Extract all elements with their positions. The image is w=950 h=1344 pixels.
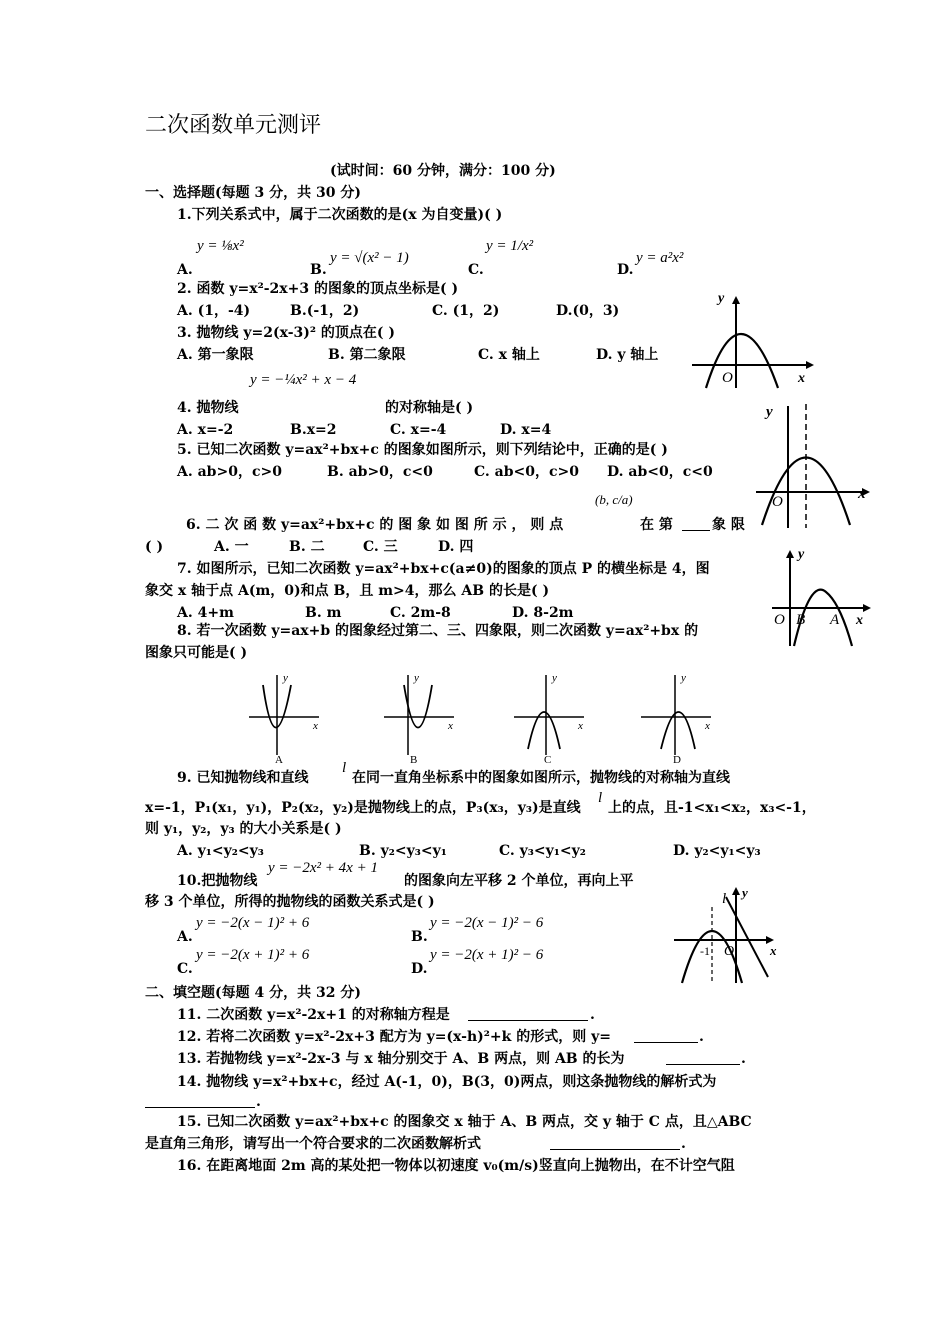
q13-period: .	[741, 1051, 746, 1067]
q14-answer-blank[interactable]	[145, 1093, 255, 1108]
q9-option-c: C. y₃<y₁<y₂	[499, 843, 586, 859]
q8a-option-label: A	[275, 754, 283, 765]
q9-line2: x=-1，P₁(x₁，y₁)，P₂(x₂，y₂)是抛物线上的点，P₃(x₃，y₃)是直线	[145, 800, 581, 816]
q9-line1-pre: 9. 已知抛物线和直线	[177, 770, 309, 786]
q7-fig-b-label: B	[796, 612, 806, 628]
q1-option-d-label: D.	[617, 262, 634, 278]
q8b-x-label: x	[448, 720, 453, 732]
section-fill-heading: 二、填空题(每题 4 分，共 32 分)	[145, 985, 361, 1001]
q9-fig-x-label: x	[770, 943, 777, 958]
q2-option-a: A. (1，-4)	[177, 303, 251, 319]
q9-figure	[672, 885, 782, 985]
q16-stem: 16. 在距离地面 2m 高的某处把一物体以初速度 v₀(m/s)竖直向上抛物出，在不计空气阻	[177, 1158, 735, 1174]
q2-option-d: D.(0，3)	[556, 303, 620, 319]
q10-option-a-math: y = −2(x − 1)² + 6	[196, 915, 310, 931]
q3-option-b: B. 第二象限	[328, 347, 406, 363]
q5-option-c: C. ab<0，c>0	[474, 464, 579, 480]
q8-graph-d	[637, 665, 722, 765]
q5-option-a: A. ab>0，c>0	[177, 464, 282, 480]
q11-period: .	[590, 1007, 595, 1023]
q9-option-d: D. y₂<y₁<y₃	[673, 843, 761, 859]
q5-figure	[688, 290, 818, 390]
q10-option-b-label: B.	[411, 929, 428, 945]
q5-fig-y-label: y	[718, 291, 725, 306]
q6-stem-post: 在 第	[640, 517, 673, 533]
q7-fig-a-label: A	[830, 612, 840, 628]
q9-option-b: B. y₂<y₃<y₁	[359, 843, 447, 859]
q6-fig-x-label: x	[858, 486, 866, 502]
q4-option-a: A. x=-2	[177, 422, 234, 438]
q6-paren: ( )	[145, 539, 164, 555]
q9-line3: 则 y₁，y₂，y₃ 的大小关系是( )	[145, 821, 342, 837]
q9-line1-l: l	[342, 760, 347, 776]
q10-option-d-label: D.	[411, 961, 428, 977]
q5-fig-x-label: x	[798, 371, 805, 386]
q11-stem: 11. 二次函数 y=x²-2x+1 的对称轴方程是	[177, 1007, 450, 1023]
q6-figure	[752, 400, 877, 530]
page-title: 二次函数单元测评	[145, 113, 322, 138]
q3-option-a: A. 第一象限	[177, 347, 254, 363]
q1-option-c-label: C.	[468, 262, 484, 278]
q5-option-d: D. ab<0，c<0	[607, 464, 713, 480]
q2-option-b: B.(-1，2)	[290, 303, 360, 319]
q12-stem: 12. 若将二次函数 y=x²-2x+3 配方为 y=(x-h)²+k 的形式，则 y=	[177, 1029, 611, 1045]
q7-line2: 象交 x 轴于点 A(m，0)和点 B，且 m>4，那么 AB 的长是( )	[145, 583, 550, 599]
q8a-y-label: y	[283, 672, 288, 684]
q12-period: .	[699, 1029, 704, 1045]
q9-option-a: A. y₁<y₂<y₃	[177, 843, 264, 859]
q2-stem: 2. 函数 y=x²-2x+3 的图象的顶点坐标是( )	[177, 281, 459, 297]
q7-figure	[770, 548, 875, 648]
q10-option-b-math: y = −2(x − 1)² − 6	[430, 915, 544, 931]
q6-option-d: D. 四	[438, 539, 474, 555]
q9-line1-post: 在同一直角坐标系中的图象如图所示，抛物线的对称轴为直线	[352, 770, 730, 786]
q8c-y-label: y	[552, 672, 557, 684]
q7-fig-x-label: x	[856, 613, 863, 628]
q8a-x-label: x	[313, 720, 318, 732]
q9-fig-neg1-label: -1	[700, 944, 710, 958]
q2-option-c: C. (1，2)	[432, 303, 500, 319]
q7-option-d: D. 8-2m	[512, 605, 574, 621]
q9-fig-l-label: l	[722, 891, 727, 907]
q8b-option-label: B	[410, 754, 418, 765]
q6-stem-end: 象 限	[712, 517, 745, 533]
q4-equation: y = −¼x² + x − 4	[250, 372, 357, 388]
q14-stem: 14. 抛物线 y=x²+bx+c，经过 A(-1，0)，B(3，0)两点，则这条抛物线的解析式为	[177, 1074, 717, 1090]
q9-fig-y-label: y	[742, 885, 748, 900]
q7-option-b: B. m	[305, 605, 342, 621]
section-choice-heading: 一、选择题(每题 3 分，共 30 分)	[145, 185, 361, 201]
q6-fig-origin-label: O	[772, 494, 783, 510]
q1-option-a-label: A.	[177, 262, 193, 278]
q5-fig-origin-label: O	[722, 370, 733, 386]
q15-answer-blank[interactable]	[550, 1135, 680, 1150]
q10-option-a-label: A.	[177, 929, 193, 945]
q7-option-a: A. 4+m	[177, 605, 234, 621]
q6-option-b: B. 二	[289, 539, 325, 555]
q6-option-a: A. 一	[214, 539, 249, 555]
q8d-y-label: y	[681, 672, 686, 684]
q15-line1: 15. 已知二次函数 y=ax²+bx+c 的图象交 x 轴于 A、B 两点，交 y 轴于 C 点，且△ABC	[177, 1114, 752, 1130]
q7-fig-y-label: y	[798, 548, 805, 562]
q6-answer-blank[interactable]	[682, 516, 710, 531]
q1-option-b-math: y = √(x² − 1)	[330, 250, 409, 266]
q8-graph-c	[510, 665, 595, 765]
q7-fig-origin-label: O	[774, 612, 785, 628]
q4-option-c: C. x=-4	[390, 422, 447, 438]
q12-answer-blank[interactable]	[634, 1028, 698, 1043]
q14-period: .	[256, 1094, 261, 1110]
q13-stem: 13. 若抛物线 y=x²-2x-3 与 x 轴分别交于 A、B 两点，则 AB 的长为	[177, 1051, 625, 1067]
q7-option-c: C. 2m-8	[390, 605, 451, 621]
q10-option-d-math: y = −2(x + 1)² − 6	[430, 947, 544, 963]
q4-option-b: B.x=2	[290, 422, 337, 438]
q15-line2: 是直角三角形，请写出一个符合要求的二次函数解析式	[145, 1136, 481, 1152]
q9-fig-origin-label: O	[724, 944, 735, 959]
q6-fig-y-label: y	[766, 404, 773, 420]
q8d-option-label: D	[673, 754, 681, 765]
q3-stem: 3. 抛物线 y=2(x-3)² 的顶点在( )	[177, 325, 395, 341]
q5-stem: 5. 已知二次函数 y=ax²+bx+c 的图象如图所示，则下列结论中，正确的是( )	[177, 442, 668, 458]
q10-option-c-math: y = −2(x + 1)² + 6	[196, 947, 310, 963]
q8d-x-label: x	[705, 720, 710, 732]
q4-stem-post: 的对称轴是( )	[385, 400, 474, 416]
q7-line1: 7. 如图所示，已知二次函数 y=ax²+bx+c(a≠0)的图象的顶点 P 的横坐标是 4，图	[177, 561, 710, 577]
exam-info: (试时间：60 分钟，满分：100 分)	[330, 163, 556, 179]
q3-option-c: C. x 轴上	[478, 347, 540, 363]
q8b-y-label: y	[414, 672, 419, 684]
q4-stem-pre: 4. 抛物线	[177, 400, 239, 416]
q1-option-a-math: y = ⅛x²	[197, 238, 244, 254]
q6-stem-pre: 6. 二 次 函 数 y=ax²+bx+c 的 图 象 如 图 所 示 ， 则 点	[186, 517, 564, 533]
q9-line2-l: l	[598, 790, 603, 806]
q1-stem: 1.下列关系式中，属于二次函数的是(x 为自变量)( )	[177, 207, 503, 223]
q1-option-d-math: y = a²x²	[636, 250, 684, 266]
q1-option-b-label: B.	[310, 262, 327, 278]
q15-period: .	[681, 1136, 686, 1152]
q10-option-c-label: C.	[177, 961, 193, 977]
q5-option-b: B. ab>0，c<0	[327, 464, 433, 480]
q1-option-c-math: y = 1/x²	[486, 238, 534, 254]
q8-graph-a	[245, 665, 330, 765]
q10-post: 的图象向左平移 2 个单位，再向上平	[404, 873, 634, 889]
q13-answer-blank[interactable]	[666, 1050, 740, 1065]
q8-graph-b	[380, 665, 465, 765]
q11-answer-blank[interactable]	[468, 1006, 588, 1021]
q6-option-c: C. 三	[363, 539, 398, 555]
q10-pre: 10.把抛物线	[177, 873, 258, 889]
q6-point: (b, c/a)	[595, 492, 633, 507]
q3-option-d: D. y 轴上	[596, 347, 659, 363]
q9-line2-post: 上的点，且-1<x₁<x₂，x₃<-1，	[608, 800, 816, 816]
q4-option-d: D. x=4	[500, 422, 552, 438]
q8c-option-label: C	[544, 754, 552, 765]
q8c-x-label: x	[578, 720, 583, 732]
q10-line2: 移 3 个单位，所得的抛物线的函数关系式是( )	[145, 894, 435, 910]
q8-line2: 图象只可能是( )	[145, 645, 248, 661]
q8-line1: 8. 若一次函数 y=ax+b 的图象经过第二、三、四象限，则二次函数 y=ax²+bx 的	[177, 623, 699, 639]
q10-equation: y = −2x² + 4x + 1	[268, 860, 378, 876]
